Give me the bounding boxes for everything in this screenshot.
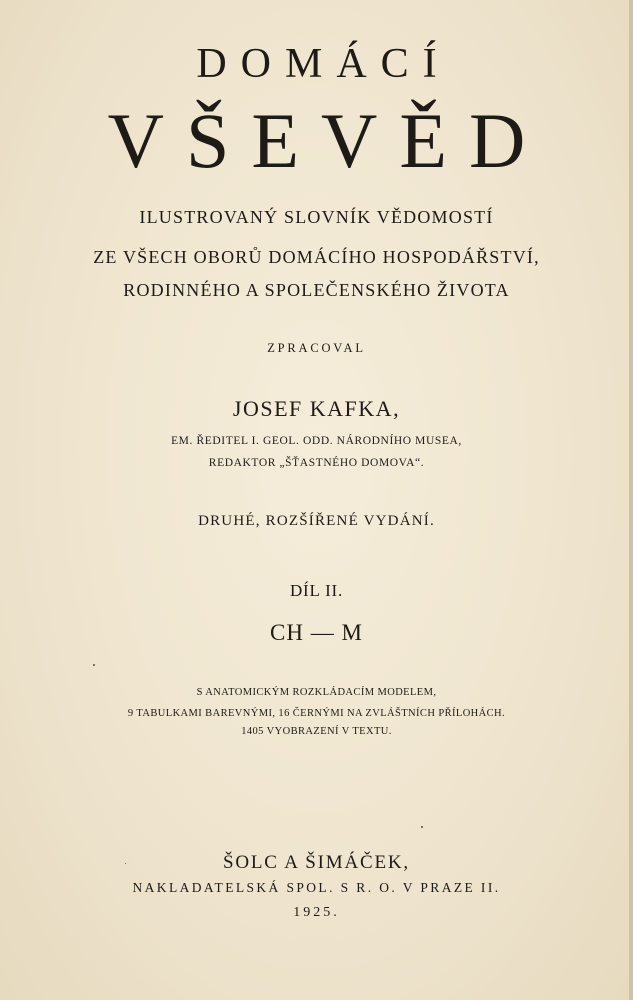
paper-speck — [93, 664, 95, 666]
author-name: JOSEF KAFKA, — [232, 396, 401, 421]
volume-label: DÍL II. — [289, 581, 344, 600]
author-affiliation-2: REDAKTOR „ŠŤASTNÉHO DOMOVA“. — [208, 457, 425, 469]
subtitle-line-2: ZE VŠECH OBORŮ DOMÁCÍHO HOSPODÁŘSTVÍ, — [93, 247, 540, 267]
publisher-subtitle: NAKLADATELSKÁ SPOL. S R. O. V PRAZE II. — [132, 880, 501, 895]
subtitle-line-3: RODINNÉHO A SPOLEČENSKÉHO ŽIVOTA — [123, 280, 510, 300]
title-line-1: DOMÁCÍ — [196, 41, 451, 87]
subtitle-line-1: ILUSTROVANÝ SLOVNÍK VĚDOMOSTÍ — [139, 207, 494, 227]
title-line-2: VŠEVĚD — [107, 97, 548, 184]
edition-statement: DRUHÉ, ROZŠÍŘENÉ VYDÁNÍ. — [198, 513, 435, 529]
paper-speck — [421, 826, 423, 828]
volume-range: CH — M — [270, 620, 363, 645]
description-line-2: 9 TABULKAMI BAREVNÝMI, 16 ČERNÝMI NA ZVLÁŠTNÍCH PŘÍLOHÁCH. — [127, 708, 506, 719]
editor-label: ZPRACOVAL — [267, 341, 366, 355]
publisher-name: ŠOLC A ŠIMÁČEK, — [223, 852, 410, 873]
description-line-3: 1405 VYOBRAZENÍ V TEXTU. — [241, 726, 392, 737]
description-line-1: S ANATOMICKÝM ROZKLÁDACÍM MODELEM, — [196, 687, 437, 698]
paper-speck — [125, 863, 126, 864]
publication-year: 1925. — [293, 905, 340, 920]
author-affiliation-1: EM. ŘEDITEL I. GEOL. ODD. NÁRODNÍHO MUSEA, — [171, 435, 462, 447]
